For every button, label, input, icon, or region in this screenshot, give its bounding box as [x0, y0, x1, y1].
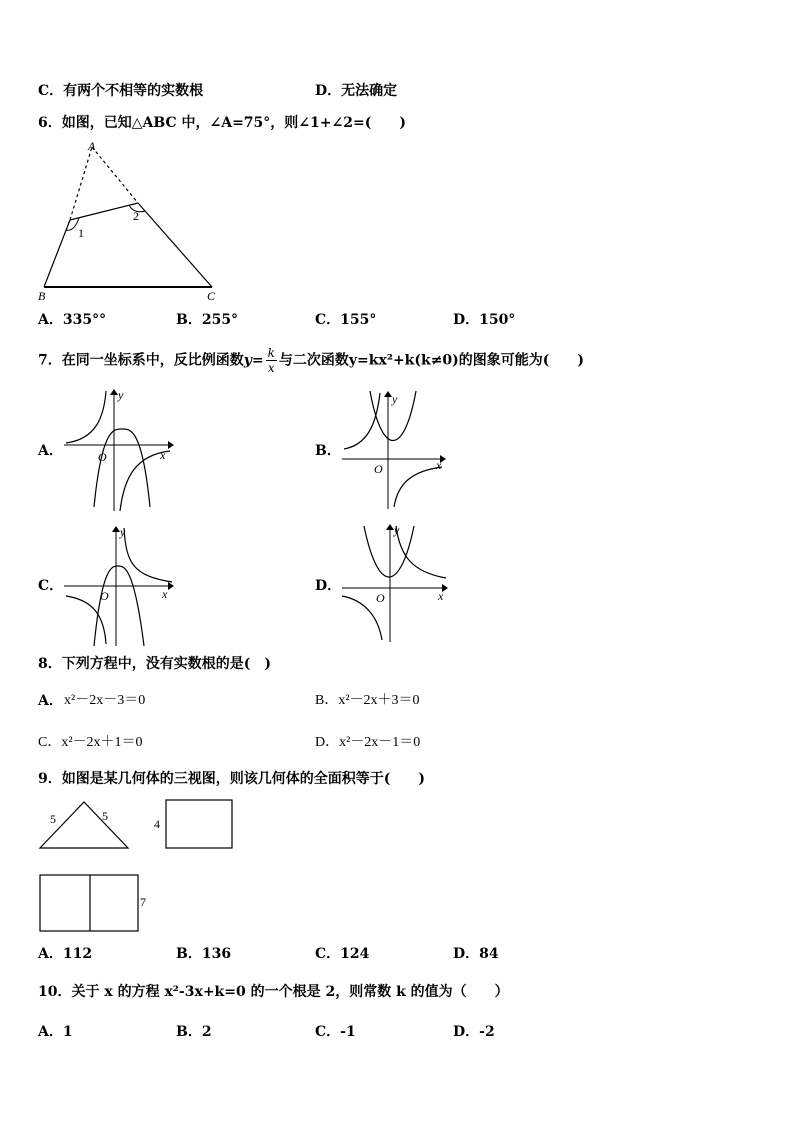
- q8-option-a-text: x²－2x－3＝0: [64, 693, 146, 708]
- q6-option-d: D．150°: [453, 312, 516, 328]
- q6-option-c: C．155°: [315, 312, 377, 328]
- q7-stem-post: 与二次函数y=kx²+k(k≠0)的图象可能为( ): [278, 352, 585, 369]
- x-axis-label: x: [160, 448, 166, 462]
- q10-option-a: A．1: [38, 1024, 73, 1040]
- q9-stem: 9．如图是某几何体的三视图，则该几何体的全面积等于( ): [38, 771, 425, 787]
- q8-option-a: A．: [38, 693, 63, 709]
- origin-label: O: [98, 450, 107, 464]
- q7-label-c: C．: [38, 578, 64, 594]
- length-label: 7: [140, 895, 146, 909]
- vertex-b-label: B: [38, 289, 46, 303]
- q5-option-c: C．有两个不相等的实数根: [38, 83, 204, 99]
- q7-label-b: B．: [315, 443, 341, 459]
- y-axis-label: y: [120, 525, 126, 539]
- x-axis-label: x: [438, 589, 444, 603]
- vertex-a-label: A: [88, 139, 96, 153]
- q7-graph-d: [338, 522, 454, 642]
- q10-stem: 10．关于 x 的方程 x²-3x+k=0 的一个根是 2，则常数 k 的值为（ ）: [38, 984, 509, 1000]
- y-axis-label: y: [392, 392, 398, 406]
- origin-label: O: [376, 591, 385, 605]
- x-axis-label: x: [162, 587, 168, 601]
- q7-y-eq: y=: [243, 352, 264, 369]
- q6-option-a: A．335°°: [38, 312, 107, 328]
- q8-option-b-text: B．x²－2x＋3＝0: [315, 693, 420, 708]
- height-label: 4: [154, 817, 160, 831]
- angle-2-label: 2: [133, 209, 139, 223]
- q7-frac-den: x: [267, 361, 275, 375]
- q8-option-c-text: C．x²－2x＋1＝0: [38, 735, 143, 750]
- q7-stem-pre: 7．在同一坐标系中，反比例函数: [38, 352, 244, 369]
- q9-option-c: C．124: [315, 946, 370, 962]
- q7-label-d: D．: [315, 578, 342, 594]
- q6-triangle-figure: [30, 140, 230, 302]
- y-axis-label: y: [394, 523, 400, 537]
- side-length-label: 5: [102, 809, 108, 823]
- q7-graph-a: [62, 387, 174, 512]
- q10-option-b: B．2: [176, 1024, 212, 1040]
- q9-option-a: A．112: [38, 946, 93, 962]
- q9-three-views-figure: [38, 798, 242, 936]
- q9-option-b: B．136: [176, 946, 232, 962]
- q10-option-c: C．-1: [315, 1024, 356, 1040]
- q10-option-d: D．-2: [453, 1024, 495, 1040]
- q5-option-d: D．无法确定: [315, 83, 398, 99]
- origin-label: O: [374, 462, 383, 476]
- q9-option-d: D．84: [453, 946, 499, 962]
- q6-stem: 6．如图，已知△ABC 中，∠A=75°，则∠1+∠2=( ): [38, 115, 406, 131]
- q7-graph-b: [338, 387, 448, 509]
- side-length-label: 5: [50, 812, 56, 826]
- q8-option-d-text: D．x²－2x－1＝0: [315, 735, 421, 750]
- q7-graph-c: [62, 522, 180, 646]
- x-axis-label: x: [436, 458, 442, 472]
- q6-option-b: B．255°: [176, 312, 239, 328]
- y-axis-label: y: [118, 388, 124, 402]
- q7-stem: [38, 346, 584, 375]
- q8-stem: 8．下列方程中，没有实数根的是( ): [38, 656, 271, 672]
- origin-label: O: [100, 589, 109, 603]
- q7-label-a: A．: [38, 443, 63, 459]
- q7-fraction: [266, 346, 277, 375]
- angle-1-label: 1: [78, 226, 84, 240]
- vertex-c-label: C: [207, 289, 216, 303]
- q7-frac-num: k: [267, 346, 275, 360]
